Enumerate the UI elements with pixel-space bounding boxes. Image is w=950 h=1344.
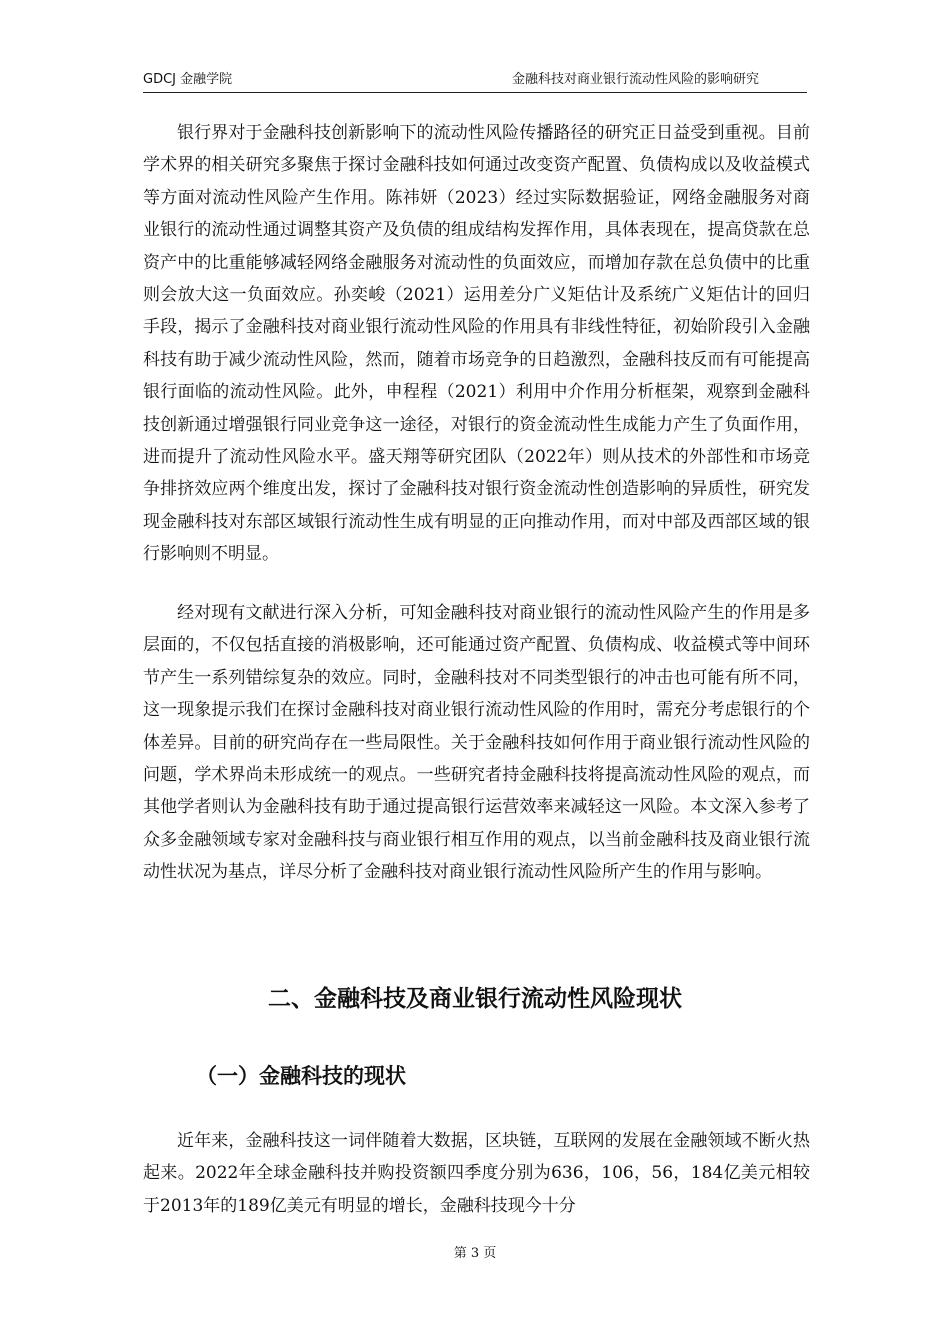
header-school: GDCJ 金融学院 bbox=[143, 72, 233, 87]
running-header bbox=[143, 70, 807, 93]
body-paragraph-2: 经对现有文献进行深入分析，可知金融科技对商业银行的流动性风险产生的作用是多层面的，不仅包括直接的消极影响，还可能通过资产配置、负债构成、收益模式等中间环节产生一系列错综复杂的效应。同时，金融科技对不同类型银行的冲击也可能有所不同，这一现象提示我们在探讨金融科技对商业银行流动性风险的作用时，需充分考虑银行的个体差异。目前的研究尚存在一些局限性。关于金融科技如何作用于商业银行流动性风险的问题，学术界尚未形成统一的观点。一些研究者持金融科技将提高流动性风险的观点，而其他学者则认为金融科技有助于通过提高银行运营效率来减轻这一风险。本文深入参考了众多金融领域专家对金融科技与商业银行相互作用的观点，以当前金融科技及商业银行流动性状况为基点，详尽分析了金融科技对商业银行流动性风险所产生的作用与影响。 bbox=[143, 603, 810, 883]
section-heading: 二、金融科技及商业银行流动性风险现状 bbox=[268, 986, 682, 1012]
body-paragraph-3: 近年来，金融科技这一词伴随着大数据，区块链，互联网的发展在金融领域不断火热起来。2022年全球金融科技并购投资额四季度分别为636，106，56，184亿美元相较于2013年的189亿美元有明显的增长，金融科技现今十分 bbox=[143, 1131, 810, 1216]
body-paragraph-1: 银行界对于金融科技创新影响下的流动性风险传播路径的研究正日益受到重视。目前学术界的相关研究多聚焦于探讨金融科技如何通过改变资产配置、负债构成以及收益模式等方面对流动性风险产生作用。陈祎妍（2023）经过实际数据验证，网络金融服务对商业银行的流动性通过调整其资产及负债的组成结构发挥作用，具体表现在，提高贷款在总资产中的比重能够减轻网络金融服务对流动性的负面效应，而增加存款在总负债中的比重则会放大这一负面效应。孙奕峻（2021）运用差分广义矩估计及系统广义矩估计的回归手段，揭示了金融科技对商业银行流动性风险的作用具有非线性特征，初始阶段引入金融科技有助于减少流动性风险，然而，随着市场竞争的日趋激烈，金融科技反而有可能提高银行面临的流动性风险。此外，申程程（2021）利用中介作用分析框架，观察到金融科技创新通过增强银行同业竞争这一途径，对银行的资金流动性生成能力产生了负面作用，进而提升了流动性风险水平。盛天翔等研究团队（2022年）则从技术的外部性和市场竞争排挤效应两个维度出发，探讨了金融科技对银行资金流动性创造影响的异质性，研究发现金融科技对东部区域银行流动性生成有明显的正向推动作用，而对中部及西部区域的银行影响则不明显。 bbox=[143, 123, 810, 565]
subsection-heading: （一）金融科技的现状 bbox=[196, 1064, 406, 1088]
page-number: 第 3 页 bbox=[453, 1246, 497, 1261]
header-thesis-title: 金融科技对商业银行流动性风险的影响研究 bbox=[511, 72, 759, 87]
